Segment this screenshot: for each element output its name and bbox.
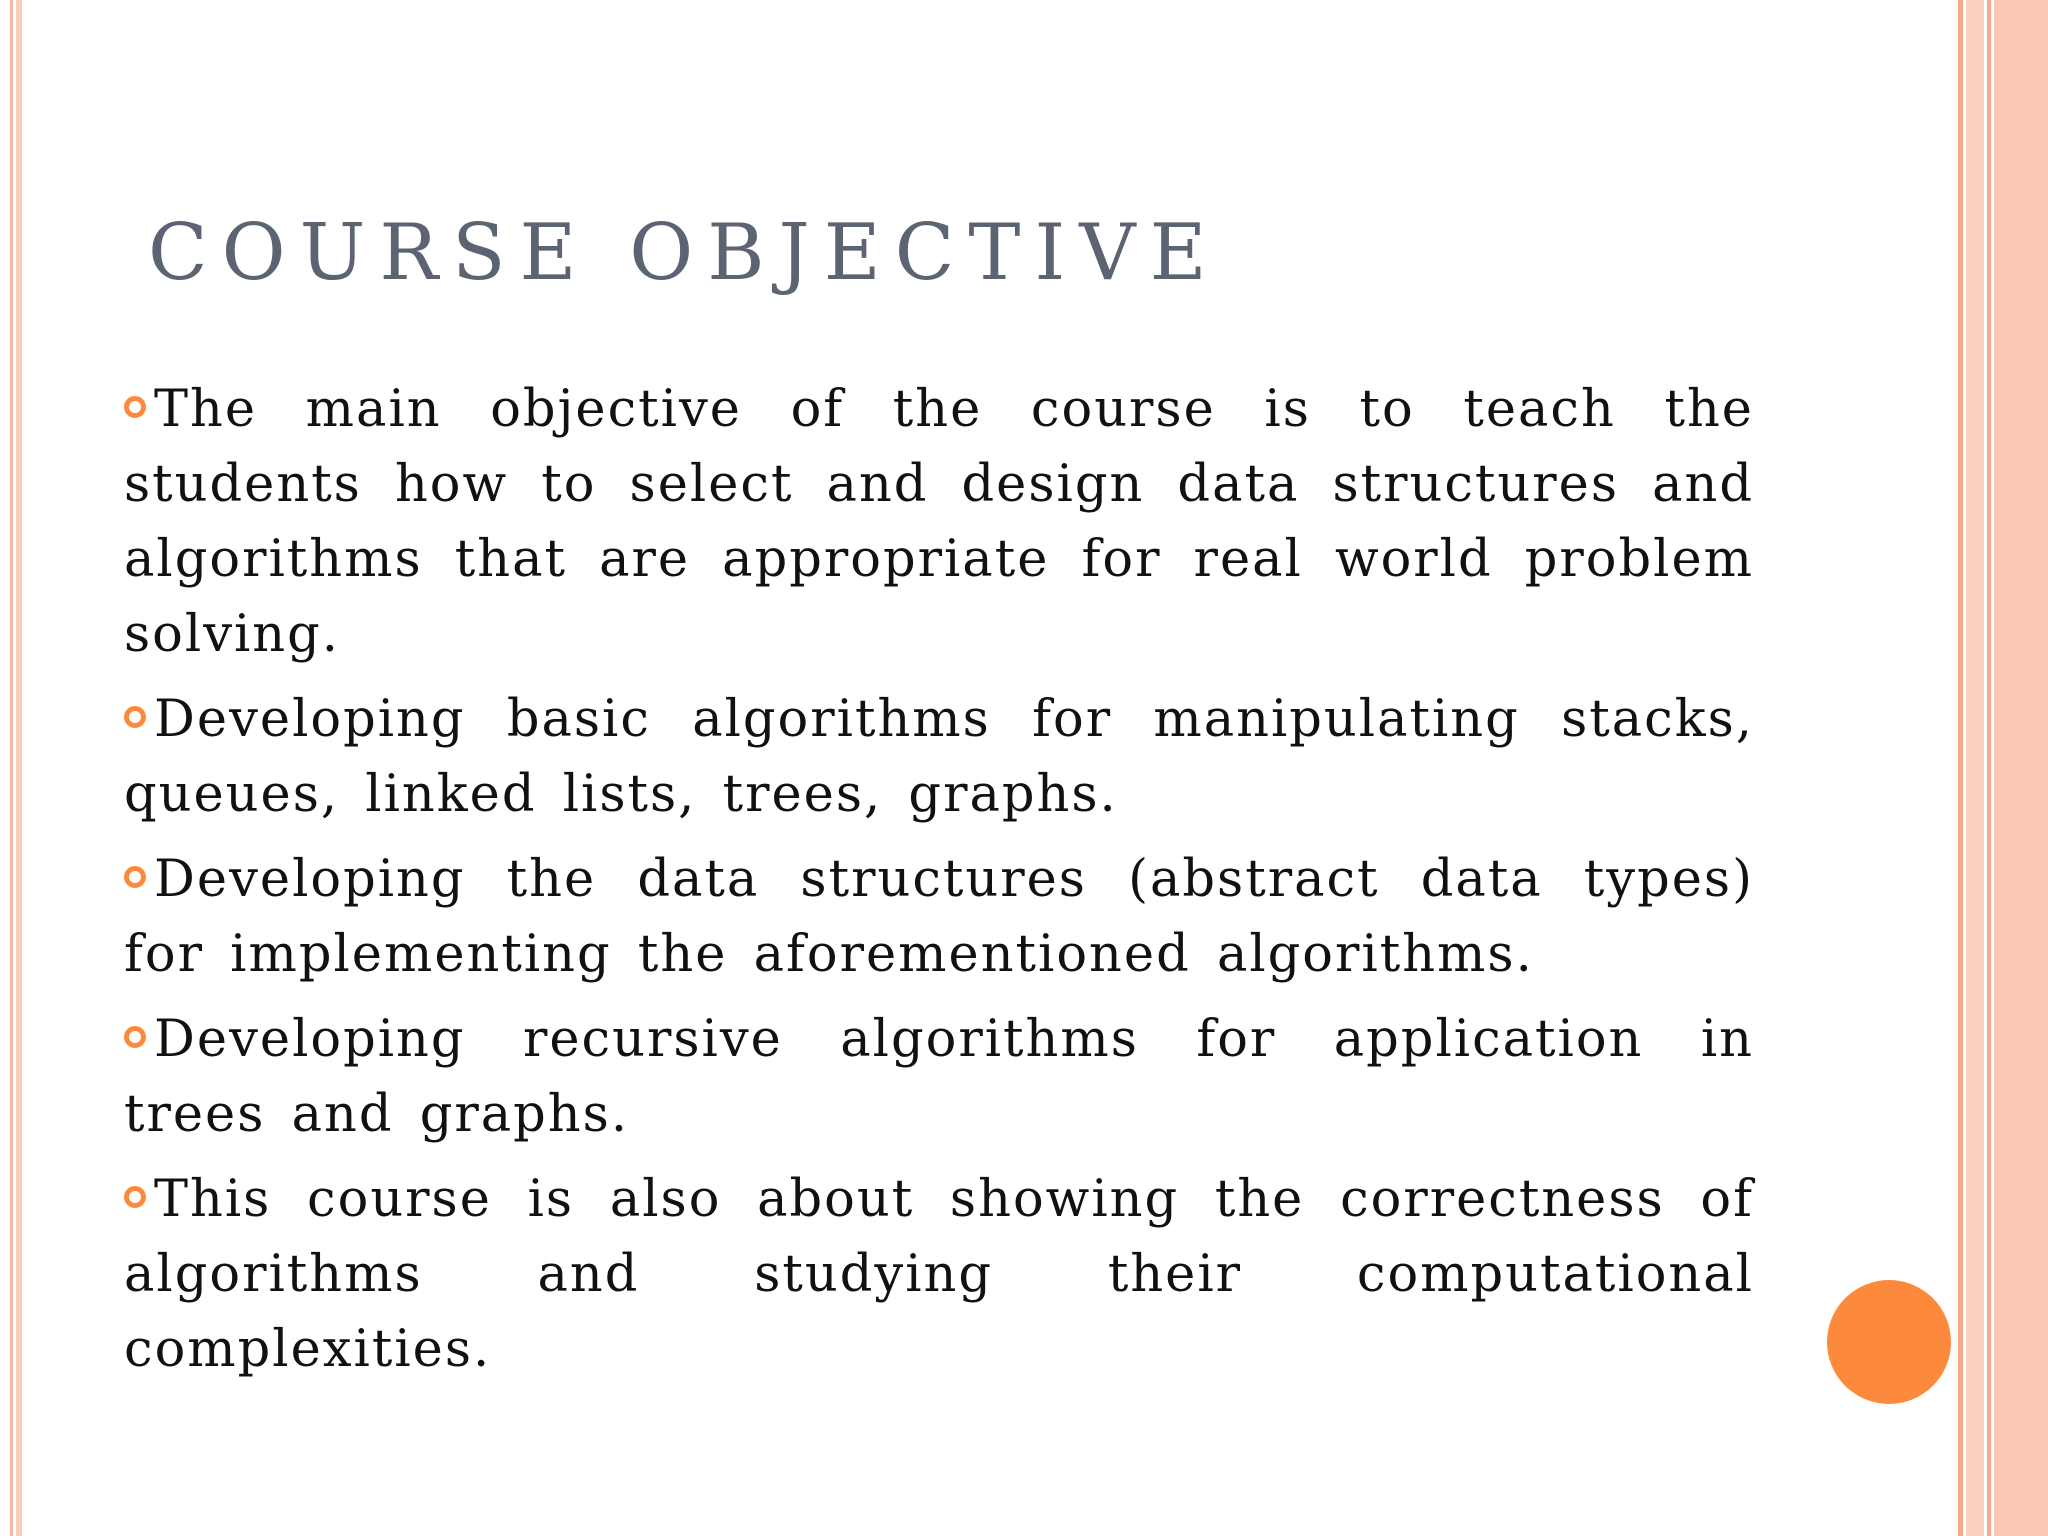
orange-ring-bullet-icon (124, 706, 146, 728)
left-border-band (16, 0, 22, 1536)
bullet-text: The main objective of the course is to teach the students how to select and design data structures and algorithms that are appropriate for real world problem solving. (124, 380, 1754, 664)
orange-ring-bullet-icon (124, 396, 146, 418)
list-item (124, 372, 1754, 672)
right-border-band (1966, 0, 1984, 1536)
bullet-text: This course is also about showing the correctness of algorithms and studying their computational complexities. (124, 1170, 1754, 1379)
list-item (124, 1002, 1754, 1152)
list-item (124, 842, 1754, 992)
right-border-line (1958, 0, 1963, 1536)
list-item (124, 682, 1754, 832)
bullet-text: Developing basic algorithms for manipulating stacks, queues, linked lists, trees, graphs. (124, 690, 1754, 824)
left-border-line (10, 0, 13, 1536)
list-item (124, 1162, 1754, 1387)
orange-ring-bullet-icon (124, 1026, 146, 1048)
bullet-list (124, 372, 1754, 1397)
orange-ring-bullet-icon (124, 1186, 146, 1208)
right-border-band-outer (1994, 0, 2048, 1536)
bullet-text: Developing recursive algorithms for application in trees and graphs. (124, 1010, 1754, 1144)
orange-circle-icon (1827, 1280, 1951, 1404)
right-border-line-inner (1987, 0, 1991, 1536)
bullet-text: Developing the data structures (abstract data types) for implementing the aforementioned algorithms. (124, 850, 1754, 984)
orange-ring-bullet-icon (124, 866, 146, 888)
slide-title: COURSE OBJECTIVE (148, 208, 1221, 298)
